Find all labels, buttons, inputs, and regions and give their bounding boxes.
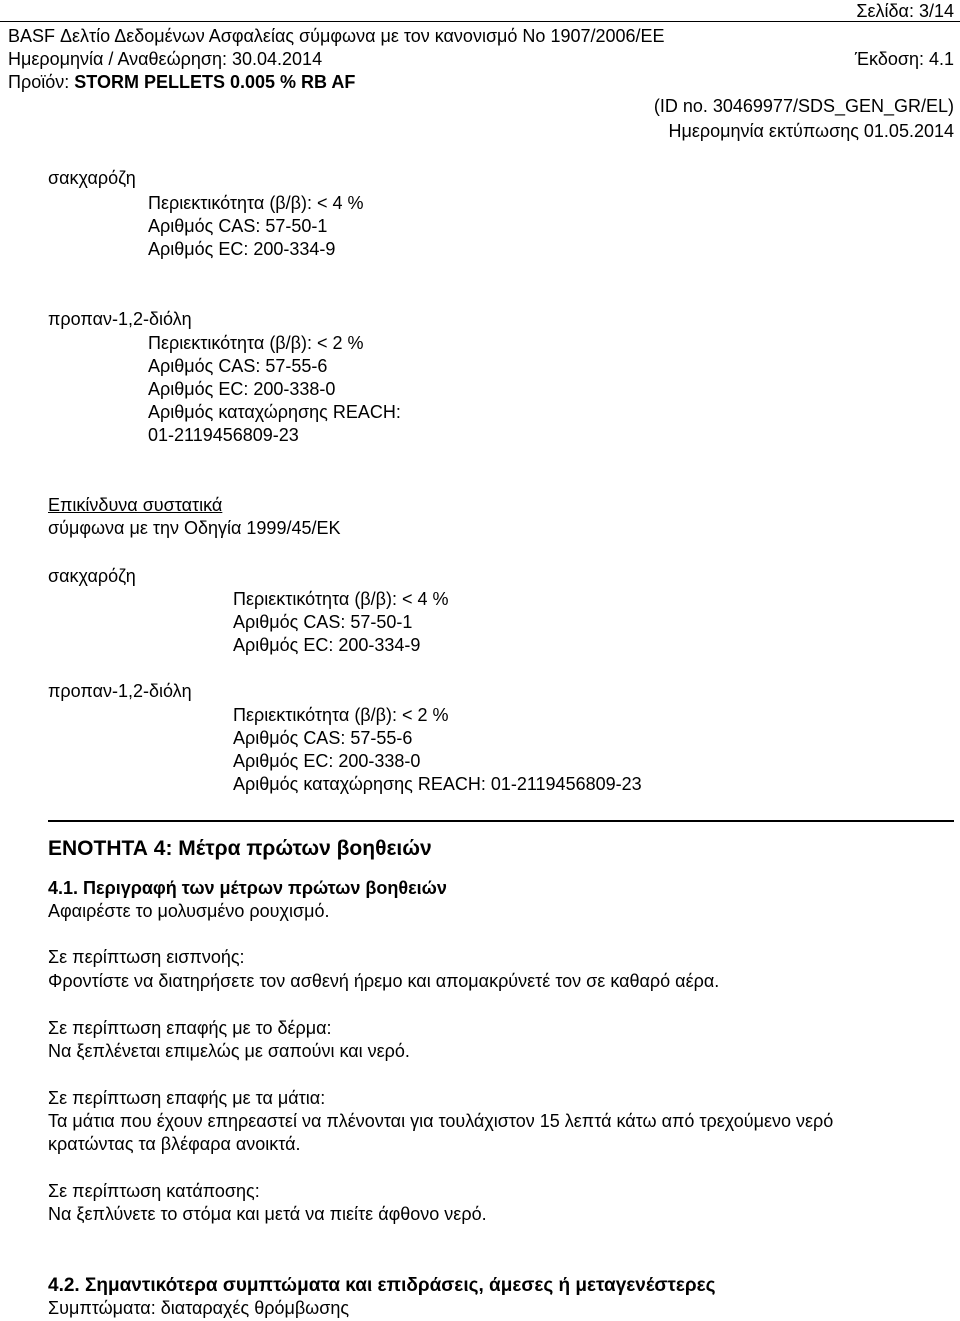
component-reach-number: 01-2119456809-23 [148, 425, 299, 445]
page-number: Σελίδα: 3/14 [856, 1, 954, 21]
hazardous-item-reach: Αριθμός καταχώρησης REACH: 01-2119456809-23 [233, 774, 642, 794]
hazardous-heading: Επικίνδυνα συστατικά [48, 495, 223, 515]
hazardous-item-name: προπαν-1,2-διόλη [48, 681, 192, 701]
subsection-title: 4.1. Περιγραφή των μέτρων πρώτων βοηθειών [48, 878, 447, 898]
component-name: σακχαρόζη [48, 168, 136, 188]
first-aid-intro: Αφαιρέστε το μολυσμένο ρουχισμό. [48, 901, 330, 921]
hazardous-item-name: σακχαρόζη [48, 566, 136, 586]
product-name: STORM PELLETS 0.005 % RB AF [74, 72, 356, 92]
component-ec: Αριθμός EC: 200-334-9 [148, 239, 336, 259]
symptoms-text: Συμπτώματα: διαταραχές θρόμβωσης [48, 1298, 350, 1318]
eye-contact-label: Σε περίπτωση επαφής με τα μάτια: [48, 1088, 326, 1108]
ingestion-label: Σε περίπτωση κατάποσης: [48, 1181, 260, 1201]
revision-date: Ημερομηνία / Αναθεώρηση: 30.04.2014 [8, 49, 323, 69]
component-ec: Αριθμός EC: 200-338-0 [148, 379, 336, 399]
version: Έκδοση: 4.1 [854, 49, 954, 69]
inhalation-text: Φροντίστε να διατηρήσετε τον ασθενή ήρεμο και απομακρύνετέ τον σε καθαρό αέρα. [48, 971, 720, 991]
component-reach-label: Αριθμός καταχώρησης REACH: [148, 402, 401, 422]
document-id: (ID no. 30469977/SDS_GEN_GR/EL) [653, 96, 954, 116]
subsection-title: 4.2. Σημαντικότερα συμπτώματα και επιδράσεις, άμεσες ή μεταγενέστερες [48, 1275, 716, 1296]
component-concentration: Περιεκτικότητα (β/β): < 4 % [148, 193, 364, 213]
section-rule [48, 820, 954, 822]
print-date: Ημερομηνία εκτύπωσης 01.05.2014 [668, 121, 954, 141]
skin-contact-text: Να ξεπλένεται επιμελώς με σαπούνι και νερό. [48, 1041, 410, 1061]
header-top-rule [0, 21, 960, 22]
section-title: ΕΝΟΤΗΤΑ 4: Μέτρα πρώτων βοηθειών [48, 837, 432, 860]
inhalation-label: Σε περίπτωση εισπνοής: [48, 947, 245, 967]
document-title: BASF Δελτίο Δεδομένων Ασφαλείας σύμφωνα με τον κανονισμό Νο 1907/2006/ΕΕ [8, 26, 665, 46]
component-cas: Αριθμός CAS: 57-55-6 [148, 356, 328, 376]
hazardous-item-cas: Αριθμός CAS: 57-55-6 [233, 728, 413, 748]
component-cas: Αριθμός CAS: 57-50-1 [148, 216, 328, 236]
hazardous-item-cas: Αριθμός CAS: 57-50-1 [233, 612, 413, 632]
hazardous-item-ec: Αριθμός EC: 200-338-0 [233, 751, 421, 771]
product-label: Προϊόν: [8, 72, 70, 92]
eye-contact-text: Τα μάτια που έχουν επηρεαστεί να πλένονται για τουλάχιστον 15 λεπτά κάτω από τρεχούμενο νερό [48, 1111, 834, 1131]
component-concentration: Περιεκτικότητα (β/β): < 2 % [148, 333, 364, 353]
product-line [8, 71, 355, 94]
component-name: προπαν-1,2-διόλη [48, 309, 192, 329]
hazardous-item-concentration: Περιεκτικότητα (β/β): < 2 % [233, 705, 449, 725]
skin-contact-label: Σε περίπτωση επαφής με το δέρμα: [48, 1018, 332, 1038]
hazardous-item-concentration: Περιεκτικότητα (β/β): < 4 % [233, 589, 449, 609]
hazardous-directive: σύμφωνα με την Οδηγία 1999/45/ΕΚ [48, 518, 341, 538]
hazardous-item-ec: Αριθμός EC: 200-334-9 [233, 635, 421, 655]
eye-contact-text-cont: κρατώντας τα βλέφαρα ανοικτά. [48, 1134, 301, 1154]
ingestion-text: Να ξεπλύνετε το στόμα και μετά να πιείτε άφθονο νερό. [48, 1204, 487, 1224]
